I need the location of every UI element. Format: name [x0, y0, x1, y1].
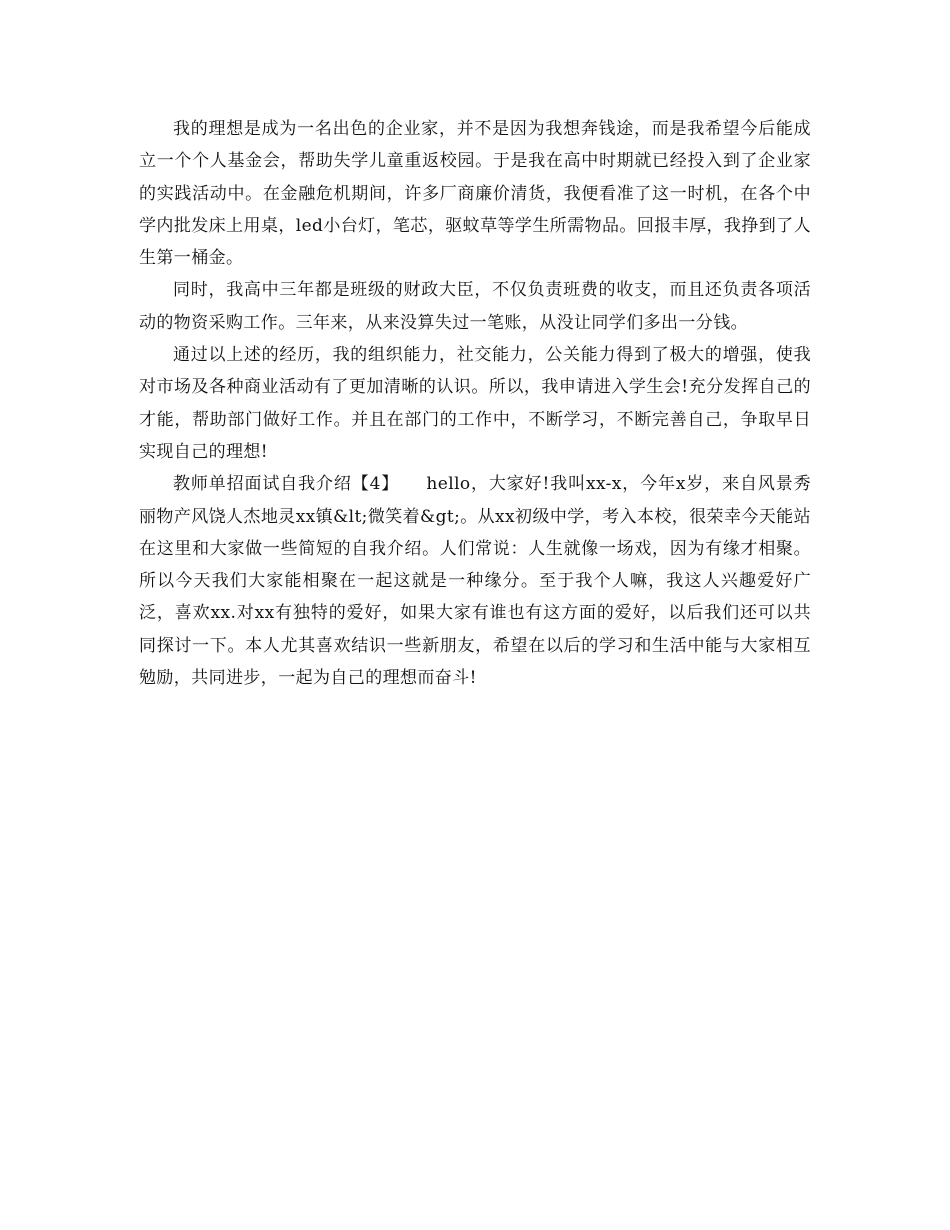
paragraph-class-treasurer: 同时，我高中三年都是班级的财政大臣，不仅负责班费的收支，而且还负责各项活动的物资采购工作。三年来，从来没算失过一笔账，从没让同学们多出一分钱。 [139, 280, 811, 333]
paragraph-self-introduction: 教师单招面试自我介绍【4】 hello，大家好!我叫xx-x，今年x岁，来自风景秀丽物产风饶人杰地灵xx镇&lt;微笑着&gt;。从xx初级中学，考入本校，很荣幸今天能站在这里和大家做一些简短的自我介绍。人们常说：人生就像一场戏，因为有缘才相聚。所以今天我们大家能相聚在一起这就是一种缘分。至于我个人嘛，我这人兴趣爱好广泛，喜欢xx.对xx有独特的爱好，如果大家有谁也有这方面的爱好，以后我们还可以共同探讨一下。本人尤其喜欢结识一些新朋友，希望在以后的学习和生活中能与大家相互勉励，共同进步，一起为自己的理想而奋斗! [139, 474, 811, 689]
paragraph-entrepreneur-ideal: 我的理想是成为一名出色的企业家，并不是因为我想奔钱途，而是我希望今后能成立一个个人基金会，帮助失学儿童重返校园。于是我在高中时期就已经投入到了企业家的实践活动中。在金融危机期间，许多厂商廉价清货，我便看准了这一时机，在各个中学内批发床上用桌，led小台灯，笔芯，驱蚊草等学生所需物品。回报丰厚，我挣到了人生第一桶金。 [139, 119, 811, 269]
paragraph-student-union-application: 通过以上述的经历，我的组织能力，社交能力，公关能力得到了极大的增强，使我对市场及各种商业活动有了更加清晰的认识。所以，我申请进入学生会!充分发挥自己的才能，帮助部门做好工作。并且在部门的工作中，不断学习，不断完善自己，争取早日实现自己的理想! [139, 345, 811, 462]
document-body [139, 113, 811, 694]
